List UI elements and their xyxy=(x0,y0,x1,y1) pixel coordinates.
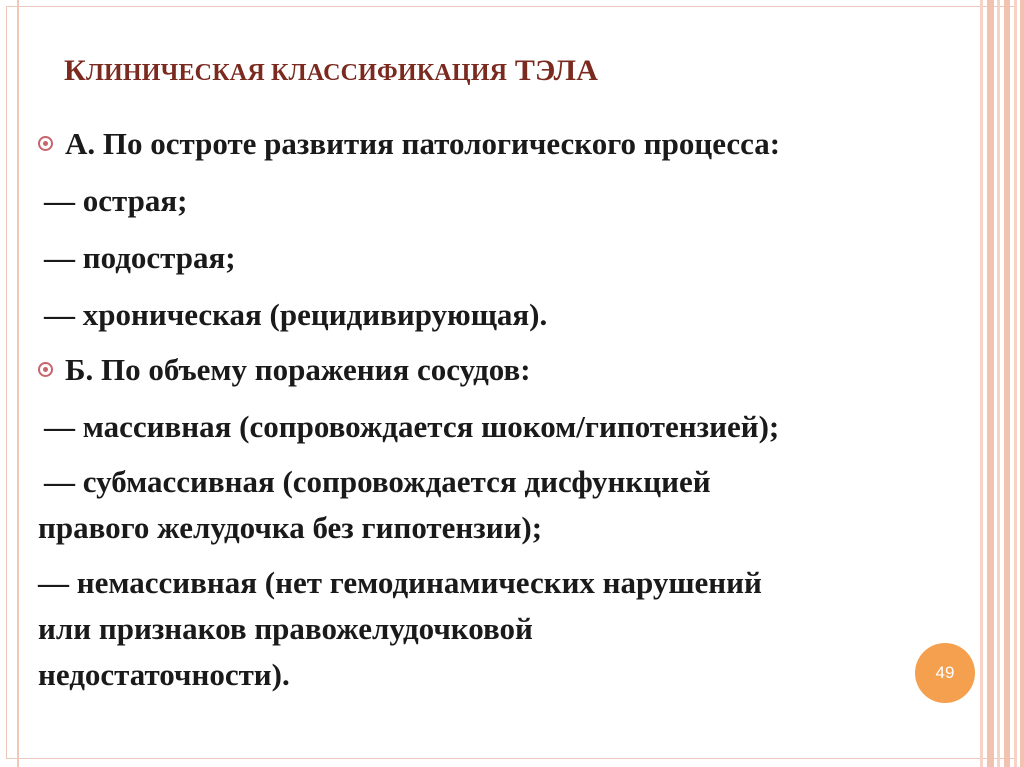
title-smallcaps: ЛИНИЧЕСКАЯ КЛАССИФИКАЦИЯ xyxy=(85,60,508,86)
bullet-icon xyxy=(38,136,53,151)
section-b xyxy=(38,352,531,388)
decorative-stripes xyxy=(980,0,1024,767)
list-item-continuation: правого желудочка без гипотензии); xyxy=(38,510,543,545)
title-first-letter: К xyxy=(64,54,86,87)
stripe xyxy=(1020,0,1024,767)
list-item-continuation: или признаков правожелудочковой xyxy=(38,611,533,646)
title-tail: ТЭЛА xyxy=(514,54,599,87)
list-item: — подострая; xyxy=(44,240,236,275)
list-item: — немассивная (нет гемодинамических нарушений xyxy=(38,565,762,600)
list-item: — хроническая (рецидивирующая). xyxy=(44,297,548,332)
left-accent-line xyxy=(17,0,19,767)
section-a-text: А. По остроте развития патологического процесса: xyxy=(65,126,781,161)
stripe xyxy=(1004,0,1010,767)
list-item-continuation: недостаточности). xyxy=(38,657,290,692)
stripe xyxy=(980,0,983,767)
list-item: — острая; xyxy=(44,183,188,218)
stripe xyxy=(997,0,1000,767)
stripe xyxy=(1014,0,1017,767)
section-b-text: Б. По объему поражения сосудов: xyxy=(65,352,531,387)
bullet-icon xyxy=(38,362,53,377)
list-item: — массивная (сопровождается шоком/гипотензией); xyxy=(44,409,780,444)
page-number-badge: 49 xyxy=(915,643,975,703)
section-a xyxy=(38,126,780,162)
stripe xyxy=(987,0,994,767)
list-item: — субмассивная (сопровождается дисфункцией xyxy=(44,464,711,499)
slide-title xyxy=(64,54,598,88)
